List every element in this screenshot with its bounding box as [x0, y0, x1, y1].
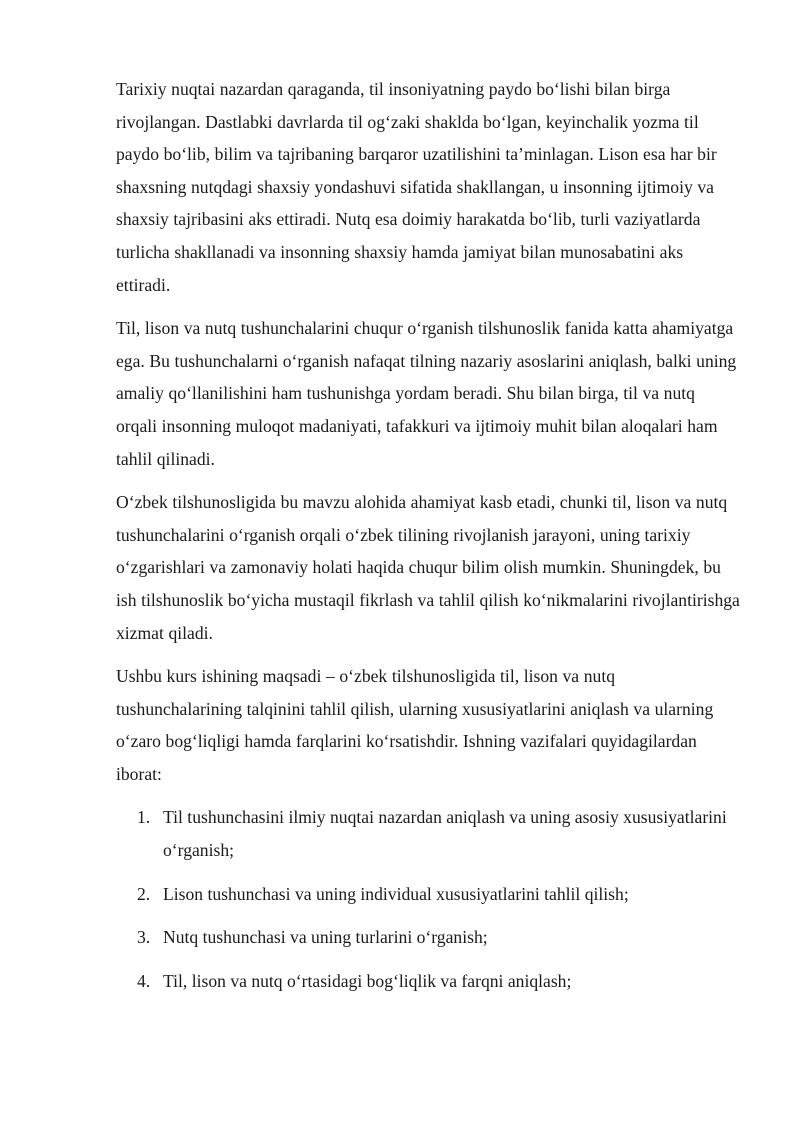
tasks-list — [116, 801, 740, 997]
paragraph-history: Tarixiy nuqtai nazardan qaraganda, til insoniyatning paydo bo‘lishi bilan birga rivojlangan. Dastlabki davrlarda til og‘zaki shaklda bo‘lgan, keyinchalik yozma til paydo bo‘lib, bilim va tajribaning barqaror uzatilishini ta’minlagan. Lison esa har bir shaxsning nutqdagi shaxsiy yondashuvi sifatida shakllangan, u insonning ijtimoiy va shaxsiy tajribasini aks ettiradi. Nutq esa doimiy harakatda bo‘lib, turli vaziyatlarda turlicha shakllanadi va insonning shaxsiy hamda jamiyat bilan munosabatini aks ettiradi. — [116, 79, 717, 295]
list-item — [116, 921, 740, 954]
list-item-number: 3. — [137, 927, 151, 948]
list-item-text: Til, lison va nutq o‘rtasidagi bog‘liqlik va farqni aniqlash; — [163, 970, 572, 991]
list-item-number: 1. — [137, 807, 151, 828]
paragraph-uzbek-linguistics: O‘zbek tilshunosligida bu mavzu alohida ahamiyat kasb etadi, chunki til, lison va nutq tushunchalarini o‘rganish orqali o‘zbek tilining rivojlanish jarayoni, uning tarixiy o‘zgarishlari va zamonaviy holati haqida chuqur bilim olish mumkin. Shuningdek, bu ish tilshunoslik bo‘yicha mustaqil fikrlash va tahlil qilish ko‘nikmalarini rivojlantirishga xizmat qiladi. — [116, 492, 740, 643]
list-item-text: Nutq tushunchasi va uning turlarini o‘rganish; — [163, 927, 488, 948]
list-item-text: Til tushunchasini ilmiy nuqtai nazardan aniqlash va uning asosiy xususiyatlarini o‘rganish; — [163, 807, 727, 861]
list-item-number: 4. — [137, 970, 151, 991]
list-item — [116, 965, 740, 998]
paragraph-importance: Til, lison va nutq tushunchalarini chuqur o‘rganish tilshunoslik fanida katta ahamiyatga ega. Bu tushunchalarni o‘rganish nafaqat tilning nazariy asoslarini aniqlash, balki uning amaliy qo‘llanilishini ham tushunishga yordam beradi. Shu bilan birga, til va nutq orqali insonning muloqot madaniyati, tafakkuri va ijtimoiy muhit bilan aloqalari ham tahlil qilinadi. — [116, 318, 737, 469]
list-item-text: Lison tushunchasi va uning individual xususiyatlarini tahlil qilish; — [163, 883, 629, 904]
list-item — [116, 878, 740, 911]
paragraph-purpose: Ushbu kurs ishining maqsadi – o‘zbek tilshunosligida til, lison va nutq tushunchalarining talqinini tahlil qilish, ularning xususiyatlarini aniqlash va ularning o‘zaro bog‘liqligi hamda farqlarini ko‘rsatishdir. Ishning vazifalari quyidagilardan iborat: — [116, 666, 714, 784]
list-item-number: 2. — [137, 883, 151, 904]
list-item — [116, 801, 740, 866]
